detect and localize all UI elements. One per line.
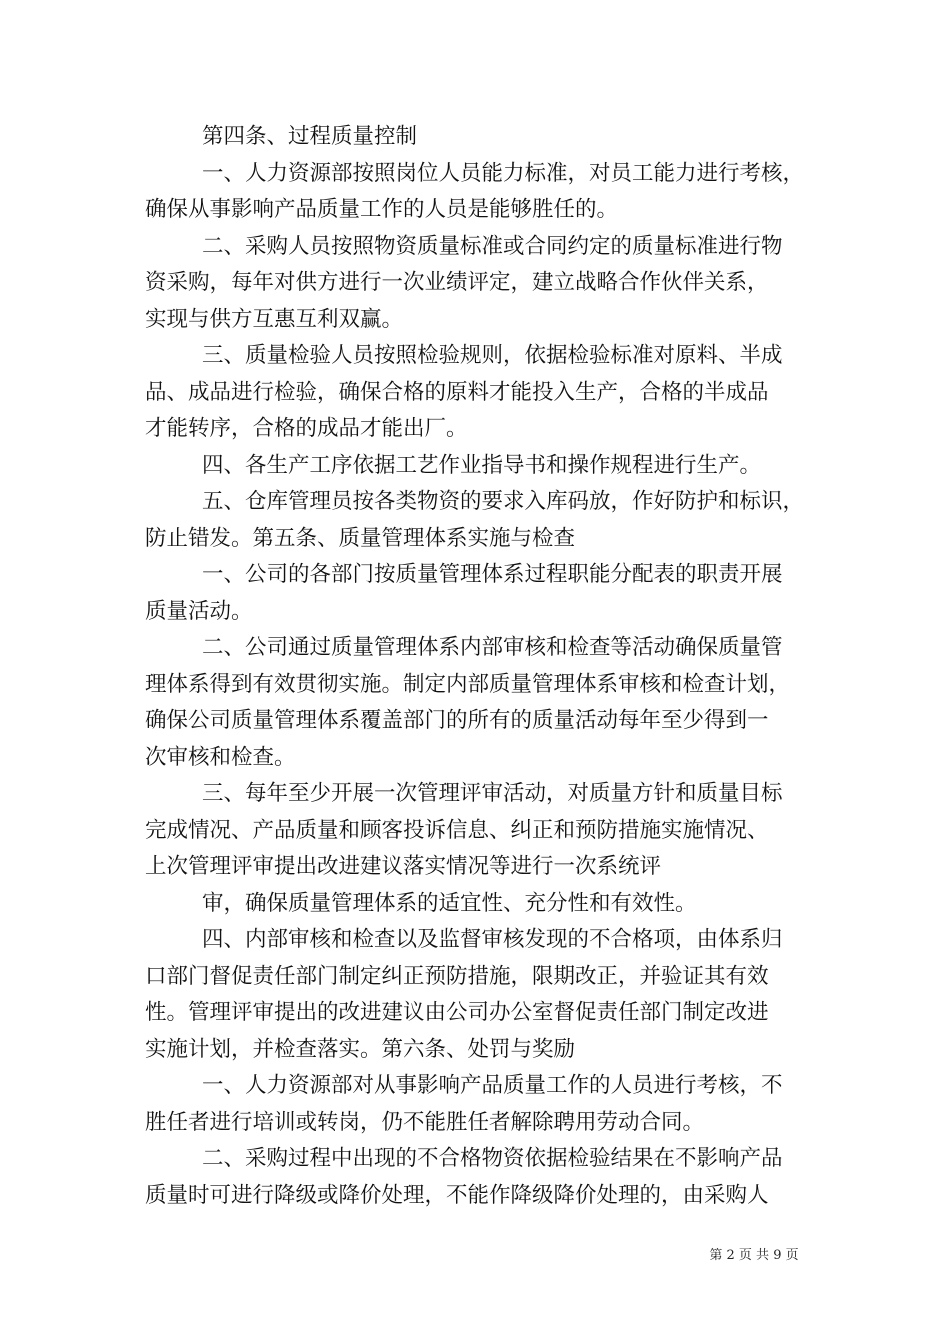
text-line: 第四条、过程质量控制 — [202, 124, 418, 149]
text-line: 性。管理评审提出的改进建议由公司办公室督促责任部门制定改进 — [145, 1000, 769, 1025]
text-line: 实施计划，并检查落实。第六条、处罚与奖励 — [145, 1036, 576, 1062]
page-number: 第 2 页 共 9 页 — [709, 1248, 799, 1263]
text-line: 才能转序，合格的成品才能出厂。 — [145, 416, 468, 441]
text-line: 胜任者进行培训或转岗，仍不能胜任者解除聘用劳动合同。 — [145, 1109, 705, 1135]
text-line: 二、采购人员按照物资质量标准或合同约定的质量标准进行物 — [202, 233, 783, 259]
text-line: 质量活动。 — [145, 598, 253, 624]
text-line: 一、人力资源部按照岗位人员能力标准，对员工能力进行考核， — [202, 160, 805, 186]
text-line: 防止错发。第五条、质量管理体系实施与检查 — [145, 525, 576, 551]
text-line: 次审核和检查。 — [145, 744, 296, 770]
text-line: 质量时可进行降级或降价处理，不能作降级降价处理的，由采购人 — [145, 1182, 769, 1208]
document-body — [145, 119, 807, 1214]
text-line: 五、仓库管理员按各类物资的要求入库码放，作好防护和标识， — [202, 489, 805, 514]
text-line: 完成情况、产品质量和顾客投诉信息、纠正和预防措施实施情况、 — [145, 817, 769, 843]
text-line: 确保从事影响产品质量工作的人员是能够胜任的。 — [145, 197, 619, 222]
text-line: 资采购，每年对供方进行一次业绩评定，建立战略合作伙伴关系， — [145, 270, 769, 295]
text-line: 一、人力资源部对从事影响产品质量工作的人员进行考核，不 — [202, 1073, 783, 1098]
text-line: 理体系得到有效贯彻实施。制定内部质量管理体系审核和检查计划， — [145, 671, 791, 697]
text-line: 二、采购过程中出现的不合格物资依据检验结果在不影响产品 — [202, 1146, 783, 1171]
text-line: 确保公司质量管理体系覆盖部门的所有的质量活动每年至少得到一 — [145, 708, 769, 733]
text-line: 审，确保质量管理体系的适宜性、充分性和有效性。 — [202, 890, 697, 916]
text-line: 三、每年至少开展一次管理评审活动，对质量方针和质量目标 — [202, 781, 783, 806]
text-line: 三、质量检验人员按照检验规则，依据检验标准对原料、半成 — [202, 343, 783, 368]
text-line: 品、成品进行检验，确保合格的原料才能投入生产，合格的半成品 — [145, 379, 769, 405]
text-line: 四、内部审核和检查以及监督审核发现的不合格项，由体系归 — [202, 927, 783, 952]
text-line: 口部门督促责任部门制定纠正预防措施，限期改正，并验证其有效 — [145, 963, 769, 989]
text-line: 一、公司的各部门按质量管理体系过程职能分配表的职责开展 — [202, 562, 783, 587]
text-line: 上次管理评审提出改进建议落实情况等进行一次系统评 — [145, 854, 662, 879]
text-line: 四、各生产工序依据工艺作业指导书和操作规程进行生产。 — [202, 452, 762, 478]
text-line: 二、公司通过质量管理体系内部审核和检查等活动确保质量管 — [202, 635, 783, 660]
text-line: 实现与供方互惠互利双赢。 — [145, 306, 404, 332]
